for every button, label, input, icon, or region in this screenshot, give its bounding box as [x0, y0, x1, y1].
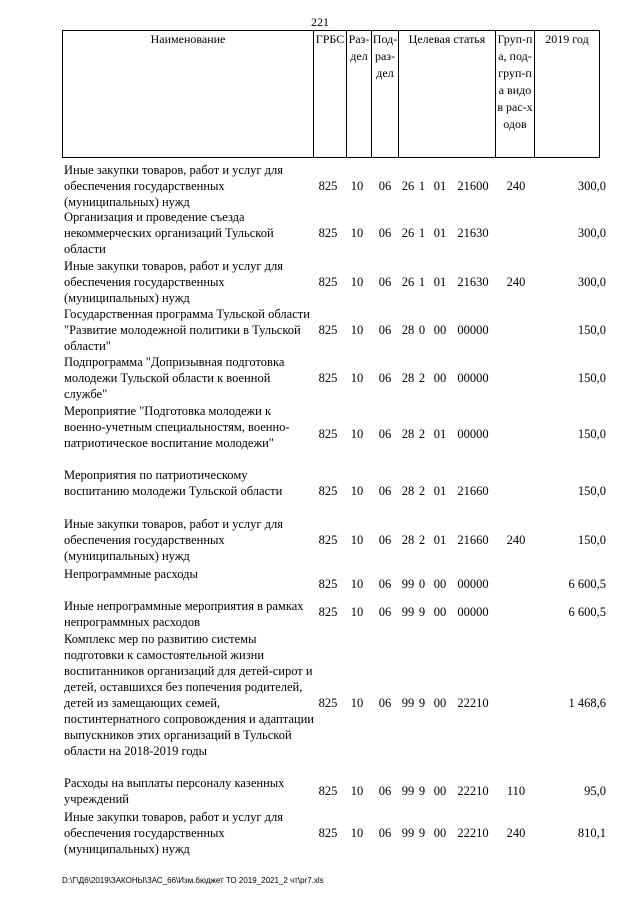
- table-row: [0, 403, 640, 463]
- cell-sum: 810,1: [577, 826, 606, 840]
- cell-grbs: 825: [318, 577, 338, 591]
- cell-razdel: 10: [350, 371, 364, 385]
- cell-target-1: 28: [401, 533, 415, 547]
- table-row: [0, 354, 640, 402]
- cell-target-1: 28: [401, 427, 415, 441]
- cell-podrazdel: 06: [378, 323, 392, 337]
- cell-target-2: 9: [418, 784, 426, 798]
- row-name: Организация и проведение съезда некоммерческих организаций Тульской области: [64, 210, 274, 256]
- cell-razdel: 10: [350, 179, 364, 193]
- table-row: [0, 598, 640, 630]
- table-row: [0, 306, 640, 354]
- cell-podrazdel: 06: [378, 696, 392, 710]
- cell-grbs: 825: [318, 784, 338, 798]
- cell-grbs: 825: [318, 371, 338, 385]
- cell-target-4: 21660: [457, 484, 489, 498]
- cell-target-2: 1: [418, 179, 426, 193]
- cell-sum: 150,0: [577, 371, 606, 385]
- cell-target-1: 26: [401, 179, 415, 193]
- cell-target-2: 9: [418, 826, 426, 840]
- table-row: [0, 162, 640, 210]
- header-razdel: Раз-дел: [348, 32, 370, 63]
- cell-razdel: 10: [350, 696, 364, 710]
- cell-razdel: 10: [350, 484, 364, 498]
- cell-target-3: 01: [433, 226, 447, 240]
- row-name: Иные закупки товаров, работ и услуг для обеспечения государственных (муниципальных) нужд: [64, 517, 284, 563]
- cell-target-2: 2: [418, 533, 426, 547]
- table-row: [0, 467, 640, 507]
- cell-target-3: 01: [433, 427, 447, 441]
- cell-target-3: 01: [433, 275, 447, 289]
- cell-target-2: 0: [418, 577, 426, 591]
- row-name: Иные закупки товаров, работ и услуг для обеспечения государственных (муниципальных) нужд: [64, 163, 284, 209]
- cell-sum: 6 600,5: [568, 577, 606, 591]
- cell-razdel: 10: [350, 275, 364, 289]
- cell-group: 110: [506, 784, 526, 798]
- table-header: [62, 30, 600, 158]
- cell-target-4: 22210: [457, 696, 489, 710]
- cell-target-3: 01: [433, 179, 447, 193]
- cell-target-4: 22210: [457, 826, 489, 840]
- cell-group: 240: [506, 826, 526, 840]
- cell-sum: 150,0: [577, 323, 606, 337]
- row-name: Расходы на выплаты персоналу казенных учреждений: [64, 776, 285, 806]
- cell-target-4: 00000: [457, 371, 489, 385]
- cell-target-1: 99: [401, 577, 415, 591]
- cell-podrazdel: 06: [378, 533, 392, 547]
- cell-grbs: 825: [318, 226, 338, 240]
- cell-sum: 300,0: [577, 226, 606, 240]
- cell-razdel: 10: [350, 533, 364, 547]
- cell-grbs: 825: [318, 826, 338, 840]
- cell-razdel: 10: [350, 784, 364, 798]
- row-name: Иные закупки товаров, работ и услуг для обеспечения государственных (муниципальных) нужд: [64, 810, 284, 856]
- cell-razdel: 10: [350, 826, 364, 840]
- cell-razdel: 10: [350, 605, 364, 619]
- cell-group: 240: [506, 179, 526, 193]
- cell-grbs: 825: [318, 427, 338, 441]
- cell-target-3: 00: [433, 696, 447, 710]
- table-row: [0, 775, 640, 809]
- cell-grbs: 825: [318, 484, 338, 498]
- cell-target-4: 22210: [457, 784, 489, 798]
- row-name: Мероприятия по патриотическому воспитанию молодежи Тульской области: [64, 468, 283, 498]
- cell-target-1: 99: [401, 784, 415, 798]
- table-row: [0, 209, 640, 257]
- cell-target-4: 21600: [457, 179, 489, 193]
- cell-target-2: 2: [418, 427, 426, 441]
- row-name: Государственная программа Тульской области "Развитие молодежной политики в Тульской области": [64, 307, 310, 353]
- cell-target-4: 21660: [457, 533, 489, 547]
- cell-razdel: 10: [350, 577, 364, 591]
- cell-target-3: 00: [433, 371, 447, 385]
- cell-sum: 6 600,5: [568, 605, 606, 619]
- cell-podrazdel: 06: [378, 577, 392, 591]
- header-grbs: ГРБС: [315, 32, 345, 46]
- cell-podrazdel: 06: [378, 179, 392, 193]
- cell-group: 240: [506, 533, 526, 547]
- header-name: Наименование: [150, 32, 226, 46]
- cell-podrazdel: 06: [378, 605, 392, 619]
- cell-target-4: 00000: [457, 577, 489, 591]
- cell-group: 240: [506, 275, 526, 289]
- cell-target-1: 28: [401, 371, 415, 385]
- cell-target-3: 00: [433, 826, 447, 840]
- cell-target-1: 99: [401, 605, 415, 619]
- cell-sum: 150,0: [577, 484, 606, 498]
- row-name: Мероприятие "Подготовка молодежи к военно-учетным специальностям, военно-патриотическое воспитание молодежи": [64, 404, 290, 450]
- cell-target-4: 00000: [457, 427, 489, 441]
- cell-target-4: 21630: [457, 275, 489, 289]
- cell-grbs: 825: [318, 179, 338, 193]
- table-row: [0, 809, 640, 857]
- cell-target-2: 9: [418, 605, 426, 619]
- header-gruppy: Груп-па, под-груп-па видов рас-ходов: [497, 32, 533, 131]
- cell-razdel: 10: [350, 323, 364, 337]
- cell-target-2: 2: [418, 484, 426, 498]
- cell-sum: 1 468,6: [568, 696, 606, 710]
- cell-target-4: 21630: [457, 226, 489, 240]
- table-row: [0, 566, 640, 598]
- cell-target-1: 99: [401, 826, 415, 840]
- cell-target-1: 28: [401, 484, 415, 498]
- cell-sum: 300,0: [577, 275, 606, 289]
- cell-target-3: 01: [433, 484, 447, 498]
- cell-target-1: 26: [401, 226, 415, 240]
- cell-target-3: 00: [433, 605, 447, 619]
- cell-sum: 95,0: [584, 784, 606, 798]
- cell-podrazdel: 06: [378, 784, 392, 798]
- header-year: 2019 год: [545, 32, 589, 46]
- cell-target-2: 1: [418, 275, 426, 289]
- cell-target-2: 0: [418, 323, 426, 337]
- header-podrazdel: Под-раз-дел: [372, 32, 398, 80]
- cell-podrazdel: 06: [378, 371, 392, 385]
- cell-target-1: 26: [401, 275, 415, 289]
- cell-target-1: 28: [401, 323, 415, 337]
- file-path-footer: D:\Г\Д6\2019\ЗАКОНЫ\ЗАС_66\Изм.бюджет ТО 2019_2021_2 чт\pr7.xls: [62, 876, 324, 885]
- cell-sum: 300,0: [577, 179, 606, 193]
- cell-target-3: 01: [433, 533, 447, 547]
- cell-target-1: 99: [401, 696, 415, 710]
- cell-target-4: 00000: [457, 605, 489, 619]
- cell-sum: 150,0: [577, 427, 606, 441]
- cell-sum: 150,0: [577, 533, 606, 547]
- cell-podrazdel: 06: [378, 275, 392, 289]
- table-row: [0, 516, 640, 564]
- cell-podrazdel: 06: [378, 226, 392, 240]
- cell-target-2: 2: [418, 371, 426, 385]
- table-row: [0, 631, 640, 761]
- cell-podrazdel: 06: [378, 484, 392, 498]
- cell-grbs: 825: [318, 696, 338, 710]
- cell-target-3: 00: [433, 577, 447, 591]
- cell-grbs: 825: [318, 323, 338, 337]
- cell-podrazdel: 06: [378, 826, 392, 840]
- row-name: Непрограммные расходы: [64, 567, 198, 581]
- cell-grbs: 825: [318, 275, 338, 289]
- table-row: [0, 258, 640, 306]
- row-name: Иные закупки товаров, работ и услуг для обеспечения государственных (муниципальных) нужд: [64, 259, 284, 305]
- cell-razdel: 10: [350, 427, 364, 441]
- page-number: 221: [311, 15, 329, 29]
- header-celevaya: Целевая статья: [408, 32, 486, 46]
- cell-target-2: 1: [418, 226, 426, 240]
- cell-razdel: 10: [350, 226, 364, 240]
- cell-target-3: 00: [433, 784, 447, 798]
- row-name: Комплекс мер по развитию системы подготовки к самостоятельной жизни воспитанников организаций для детей-сирот и детей, оставшихся без попечения родителей, детей из замещающих семей, постинтернатного сопровождения и адаптации выпускников этих организаций в Тульской области на 2018-2019 годы: [64, 632, 314, 758]
- cell-target-3: 00: [433, 323, 447, 337]
- row-name: Иные непрограммные мероприятия в рамках непрограммных расходов: [64, 599, 304, 629]
- cell-grbs: 825: [318, 605, 338, 619]
- cell-target-2: 9: [418, 696, 426, 710]
- cell-podrazdel: 06: [378, 427, 392, 441]
- cell-target-4: 00000: [457, 323, 489, 337]
- cell-grbs: 825: [318, 533, 338, 547]
- row-name: Подпрограмма "Допризывная подготовка молодежи Тульской области к военной службе": [64, 355, 285, 401]
